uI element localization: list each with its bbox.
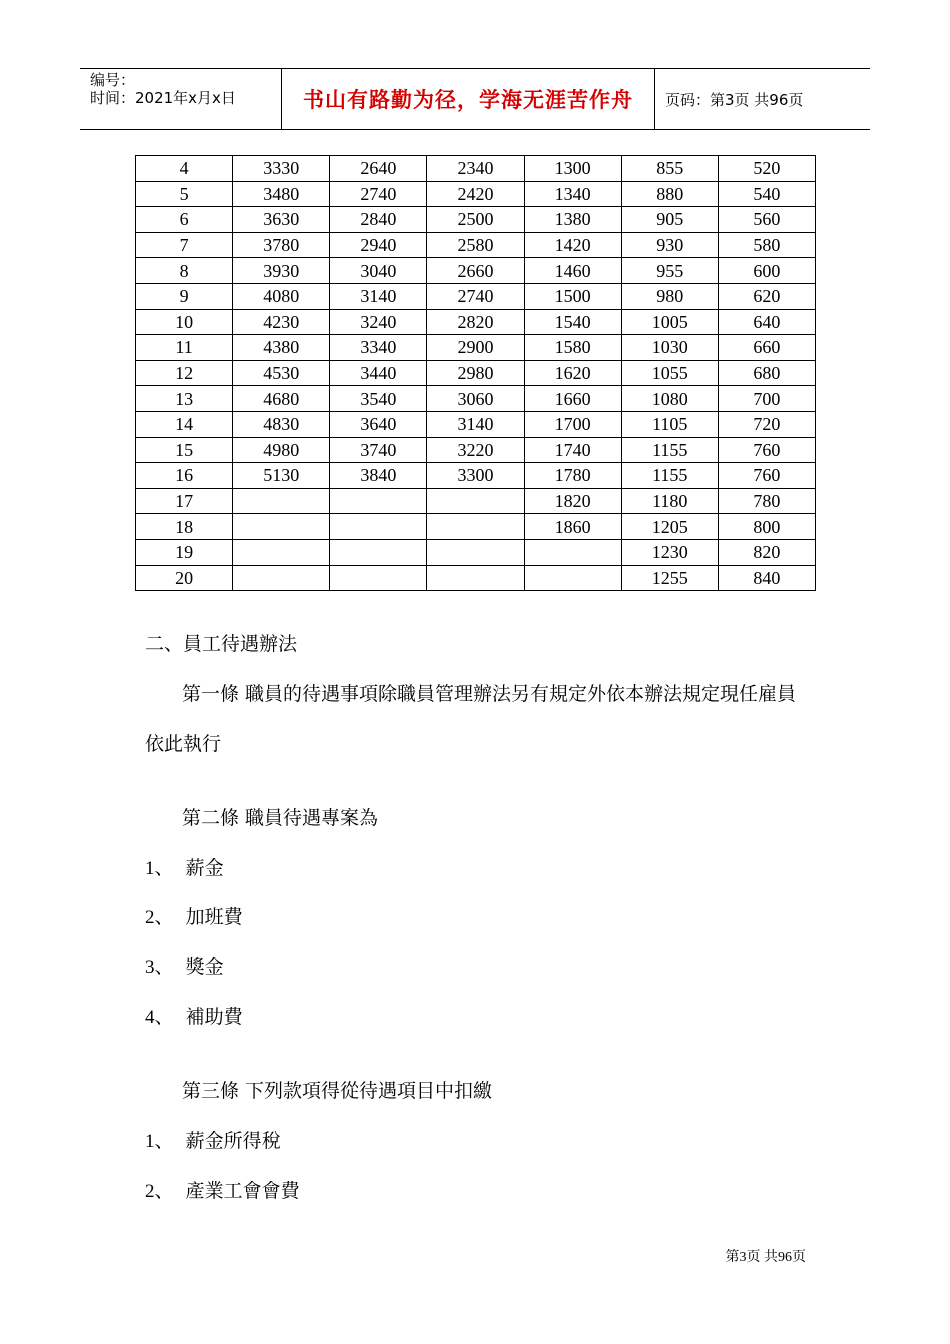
table-cell: 1255 <box>621 565 718 591</box>
footer-page-info: 第3页 共96页 <box>725 1250 806 1265</box>
table-cell: 1540 <box>524 309 621 335</box>
list-item <box>145 905 243 930</box>
list-item-number: 2、 <box>145 907 174 928</box>
table-cell: 905 <box>621 207 718 233</box>
page-header <box>80 68 870 130</box>
table-cell: 1660 <box>524 386 621 412</box>
table-cell: 3630 <box>233 207 330 233</box>
list-item-number: 1、 <box>145 858 174 879</box>
table-cell: 12 <box>136 360 233 386</box>
table-cell: 15 <box>136 437 233 463</box>
table-cell: 840 <box>718 565 815 591</box>
table-cell: 3330 <box>233 156 330 182</box>
table-row <box>136 411 816 437</box>
table-cell <box>427 488 524 514</box>
table-row <box>136 437 816 463</box>
table-cell <box>330 565 427 591</box>
table-cell: 4980 <box>233 437 330 463</box>
table-cell: 1030 <box>621 335 718 361</box>
table-cell: 560 <box>718 207 815 233</box>
table-cell: 2820 <box>427 309 524 335</box>
time-label: 时间：2021年x月x日 <box>90 89 236 107</box>
table-cell: 660 <box>718 335 815 361</box>
table-cell: 1340 <box>524 181 621 207</box>
table-row <box>136 360 816 386</box>
article-1-line-2: 依此執行 <box>145 733 222 755</box>
table-cell: 2660 <box>427 258 524 284</box>
table-cell: 2940 <box>330 232 427 258</box>
table-cell: 20 <box>136 565 233 591</box>
table-row <box>136 463 816 489</box>
table-cell: 980 <box>621 283 718 309</box>
table-cell <box>427 539 524 565</box>
table-cell: 3220 <box>427 437 524 463</box>
table-row <box>136 258 816 284</box>
table-cell: 3300 <box>427 463 524 489</box>
table-cell <box>330 514 427 540</box>
table-cell: 3040 <box>330 258 427 284</box>
table-cell: 2840 <box>330 207 427 233</box>
table-cell <box>233 565 330 591</box>
table-cell <box>233 488 330 514</box>
table-cell: 720 <box>718 411 815 437</box>
table-cell: 640 <box>718 309 815 335</box>
table-cell: 16 <box>136 463 233 489</box>
table-cell: 11 <box>136 335 233 361</box>
header-motto-cell <box>282 69 655 129</box>
table-cell: 1500 <box>524 283 621 309</box>
table-cell: 1700 <box>524 411 621 437</box>
table-cell: 880 <box>621 181 718 207</box>
table-row <box>136 309 816 335</box>
table-cell: 3340 <box>330 335 427 361</box>
table-cell: 17 <box>136 488 233 514</box>
table-cell: 3930 <box>233 258 330 284</box>
table-row <box>136 181 816 207</box>
serial-label: 编号： <box>90 71 136 89</box>
table-cell: 1230 <box>621 539 718 565</box>
table-row <box>136 335 816 361</box>
table-cell: 2580 <box>427 232 524 258</box>
table-cell: 6 <box>136 207 233 233</box>
table-cell: 1205 <box>621 514 718 540</box>
table-cell: 3140 <box>330 283 427 309</box>
article-3: 第三條 下列款項得從待遇項目中扣繳 <box>182 1080 493 1102</box>
table-cell: 2340 <box>427 156 524 182</box>
header-motto: 书山有路勤为径，学海无涯苦作舟 <box>303 88 633 112</box>
table-cell: 1080 <box>621 386 718 412</box>
table-cell: 820 <box>718 539 815 565</box>
table-cell: 1780 <box>524 463 621 489</box>
header-meta <box>80 69 282 129</box>
list-item-text: 補助費 <box>185 1006 243 1028</box>
table-cell: 930 <box>621 232 718 258</box>
table-cell: 1820 <box>524 488 621 514</box>
table-cell: 3840 <box>330 463 427 489</box>
table-cell: 4 <box>136 156 233 182</box>
table-cell: 3640 <box>330 411 427 437</box>
table-cell: 9 <box>136 283 233 309</box>
table-cell: 2740 <box>330 181 427 207</box>
table-cell <box>427 565 524 591</box>
table-cell: 760 <box>718 437 815 463</box>
table-cell: 680 <box>718 360 815 386</box>
table-row <box>136 539 816 565</box>
table-cell: 3440 <box>330 360 427 386</box>
table-cell: 4230 <box>233 309 330 335</box>
table-cell: 1580 <box>524 335 621 361</box>
table-cell: 7 <box>136 232 233 258</box>
table-cell: 2740 <box>427 283 524 309</box>
section-title: 二、員工待遇辦法 <box>145 633 298 655</box>
table-cell: 13 <box>136 386 233 412</box>
table-cell: 3480 <box>233 181 330 207</box>
article-2: 第二條 職員待遇專案為 <box>182 807 379 829</box>
list-item-text: 薪金 <box>185 857 224 879</box>
table-cell <box>524 539 621 565</box>
table-cell: 800 <box>718 514 815 540</box>
table-row <box>136 207 816 233</box>
table-cell: 1180 <box>621 488 718 514</box>
list-item-number: 1、 <box>145 1131 174 1152</box>
table-cell: 2900 <box>427 335 524 361</box>
table-cell: 1460 <box>524 258 621 284</box>
list-item <box>145 1179 300 1204</box>
table-cell <box>427 514 524 540</box>
table-cell: 1105 <box>621 411 718 437</box>
table-cell: 4830 <box>233 411 330 437</box>
table-cell: 3140 <box>427 411 524 437</box>
list-item-number: 4、 <box>145 1007 174 1028</box>
table-cell: 4530 <box>233 360 330 386</box>
table-cell: 1300 <box>524 156 621 182</box>
header-page-info: 页码：第3页 共96页 <box>665 90 804 109</box>
table-cell: 5130 <box>233 463 330 489</box>
table-cell <box>330 488 427 514</box>
table-cell <box>233 514 330 540</box>
table-row <box>136 232 816 258</box>
list-item <box>145 1005 243 1030</box>
table-cell: 580 <box>718 232 815 258</box>
table-cell: 10 <box>136 309 233 335</box>
table-cell <box>233 539 330 565</box>
list-item <box>145 856 224 881</box>
table-row <box>136 386 816 412</box>
table-row <box>136 156 816 182</box>
table-cell: 3740 <box>330 437 427 463</box>
list-item-number: 3、 <box>145 957 174 978</box>
table-cell: 19 <box>136 539 233 565</box>
table-row <box>136 488 816 514</box>
article-1-line-1: 第一條 職員的待遇事項除職員管理辦法另有規定外依本辦法規定現任雇員 <box>182 683 797 705</box>
table-cell: 620 <box>718 283 815 309</box>
list-item <box>145 1129 281 1154</box>
table-cell: 4680 <box>233 386 330 412</box>
table-cell: 2980 <box>427 360 524 386</box>
table-cell: 955 <box>621 258 718 284</box>
table-cell <box>524 565 621 591</box>
table-cell: 760 <box>718 463 815 489</box>
table-cell: 1860 <box>524 514 621 540</box>
table-row <box>136 565 816 591</box>
list-item-text: 薪金所得稅 <box>185 1130 281 1152</box>
table-cell: 4380 <box>233 335 330 361</box>
table-row <box>136 283 816 309</box>
table-cell: 520 <box>718 156 815 182</box>
table-cell: 3060 <box>427 386 524 412</box>
table-cell: 1380 <box>524 207 621 233</box>
table-cell: 700 <box>718 386 815 412</box>
table-cell: 18 <box>136 514 233 540</box>
table-cell: 5 <box>136 181 233 207</box>
table-cell: 4080 <box>233 283 330 309</box>
table-cell: 3240 <box>330 309 427 335</box>
list-item-text: 獎金 <box>185 956 224 978</box>
table-cell: 3540 <box>330 386 427 412</box>
table-cell: 14 <box>136 411 233 437</box>
table-cell: 780 <box>718 488 815 514</box>
table-cell: 2500 <box>427 207 524 233</box>
table-cell: 1620 <box>524 360 621 386</box>
table-cell: 600 <box>718 258 815 284</box>
table-cell: 8 <box>136 258 233 284</box>
table-cell: 1155 <box>621 463 718 489</box>
table-row <box>136 514 816 540</box>
list-item-text: 產業工會會費 <box>185 1180 300 1202</box>
table-cell: 1055 <box>621 360 718 386</box>
table-cell: 540 <box>718 181 815 207</box>
list-item-text: 加班費 <box>185 906 243 928</box>
table-cell: 2420 <box>427 181 524 207</box>
table-cell: 2640 <box>330 156 427 182</box>
table-cell: 1005 <box>621 309 718 335</box>
table-cell: 855 <box>621 156 718 182</box>
table-cell: 3780 <box>233 232 330 258</box>
list-item <box>145 955 224 980</box>
salary-grade-table <box>135 155 816 591</box>
table-cell: 1740 <box>524 437 621 463</box>
table-cell: 1420 <box>524 232 621 258</box>
table-cell <box>330 539 427 565</box>
list-item-number: 2、 <box>145 1181 174 1202</box>
table-cell: 1155 <box>621 437 718 463</box>
